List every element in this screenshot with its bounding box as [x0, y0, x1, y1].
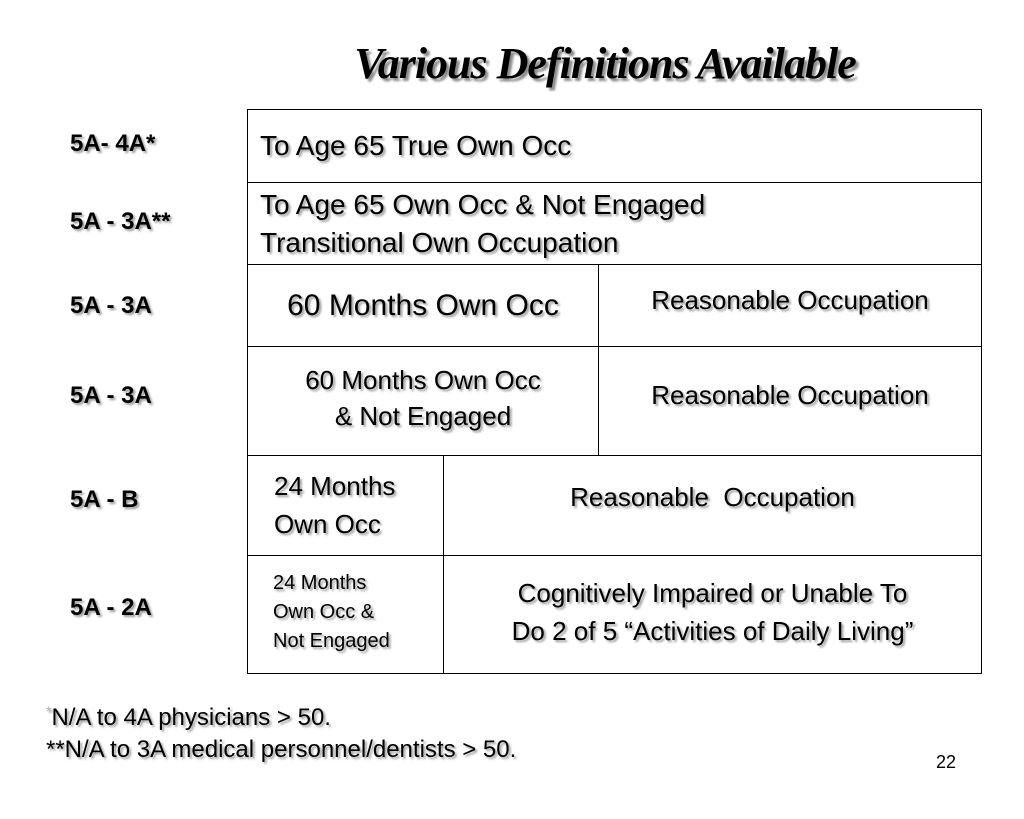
row-label: 5A - 3A** [70, 208, 171, 235]
table-cell [247, 109, 982, 183]
footnote-1 [46, 702, 516, 734]
table-cell [247, 264, 599, 347]
cell-text: Reasonable Occupation [570, 481, 855, 512]
cell-text: Reasonable Occupation [651, 380, 929, 411]
cell-text: 24 Months Own Occ [274, 470, 396, 539]
footnote-mark: * [46, 703, 52, 719]
table-cell [247, 555, 444, 674]
cell-text: 24 Months Own Occ & Not Engaged [273, 572, 390, 652]
row-label: 5A - B [70, 486, 139, 513]
cell-text: To Age 65 Own Occ & Not Engaged Transitional Own Occupation [260, 188, 706, 258]
table-cell [247, 346, 599, 456]
row-label: 5A - 3A [70, 292, 152, 319]
table-cell [247, 182, 982, 265]
cell-text: To Age 65 True Own Occ [260, 129, 572, 161]
footnotes [46, 702, 516, 767]
footnote-2: **N/A to 3A medical personnel/dentists > 50. [46, 736, 517, 764]
row-label: 5A- 4A* [70, 130, 156, 157]
row-label: 5A - 2A [70, 594, 152, 621]
cell-text: Reasonable Occupation [651, 284, 929, 315]
row-label: 5A - 3A [70, 382, 152, 409]
table-cell [443, 555, 982, 674]
cell-text: Cognitively Impaired or Unable To Do 2 of 5 “Activities of Daily Living” [511, 577, 914, 646]
footnote-text: N/A to 4A physicians > 50. [51, 704, 331, 731]
table-cell [247, 455, 444, 556]
table-cell [443, 455, 982, 556]
page-number: 22 [936, 752, 957, 772]
slide-title: Various Definitions Available [354, 39, 856, 88]
table-cell [598, 264, 982, 347]
cell-text: 60 Months Own Occ [287, 289, 559, 322]
cell-text: 60 Months Own Occ & Not Engaged [305, 364, 541, 431]
table-cell [598, 346, 982, 456]
